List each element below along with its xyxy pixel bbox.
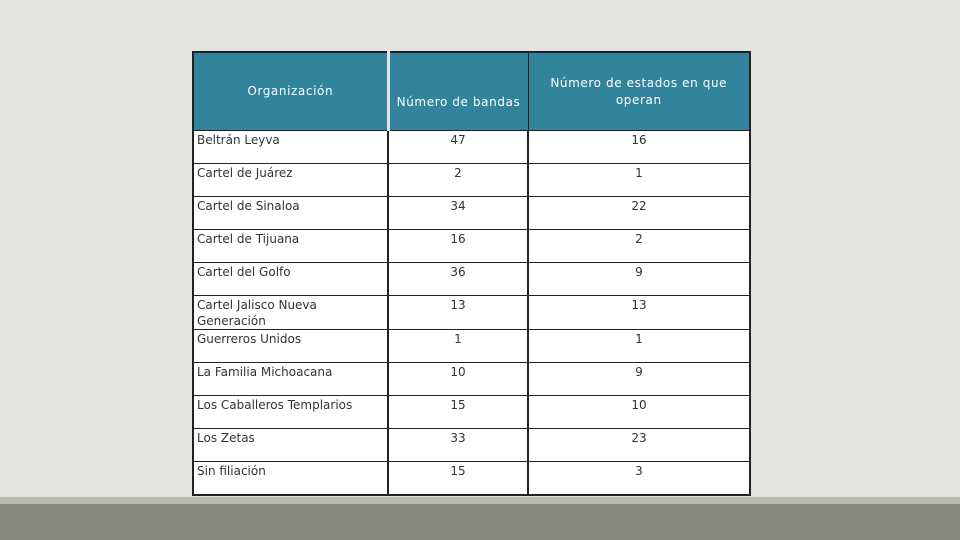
table-row [193,263,750,296]
table-row [193,330,750,363]
cell-bandas: 10 [388,363,528,396]
cell-bandas: 34 [388,197,528,230]
slide-footer-band [0,504,960,540]
cell-bandas: 47 [388,131,528,164]
cell-organizacion: Cartel del Golfo [193,263,388,296]
cell-organizacion: Cartel de Sinaloa [193,197,388,230]
table-row [193,131,750,164]
table-row [193,462,750,496]
cell-bandas: 13 [388,296,528,330]
cell-bandas: 15 [388,462,528,496]
table-row [193,396,750,429]
cartels-table [192,51,751,496]
table-row [193,164,750,197]
cell-bandas: 33 [388,429,528,462]
table-row [193,429,750,462]
cell-organizacion: Beltrán Leyva [193,131,388,164]
table-header-row [193,52,750,131]
cell-bandas: 16 [388,230,528,263]
table-row [193,363,750,396]
cell-estados: 23 [528,429,750,462]
cell-bandas: 15 [388,396,528,429]
cell-estados: 10 [528,396,750,429]
cell-estados: 1 [528,330,750,363]
cell-organizacion: La Familia Michoacana [193,363,388,396]
cell-estados: 13 [528,296,750,330]
header-numero-bandas: Número de bandas [388,52,528,131]
cell-bandas: 36 [388,263,528,296]
header-organizacion: Organización [193,52,388,131]
slide-footer-rule [0,497,960,504]
cell-estados: 2 [528,230,750,263]
table-row [193,230,750,263]
cell-organizacion: Guerreros Unidos [193,330,388,363]
cell-bandas: 1 [388,330,528,363]
cell-organizacion: Cartel de Juárez [193,164,388,197]
cell-organizacion: Cartel de Tijuana [193,230,388,263]
cell-organizacion: Los Zetas [193,429,388,462]
cell-estados: 9 [528,263,750,296]
cell-estados: 22 [528,197,750,230]
header-numero-estados: Número de estados en que operan [528,52,750,131]
cell-bandas: 2 [388,164,528,197]
cell-organizacion: Cartel Jalisco Nueva Generación [193,296,388,330]
table-row [193,197,750,230]
cell-organizacion: Sin filiación [193,462,388,496]
cell-organizacion: Los Caballeros Templarios [193,396,388,429]
cell-estados: 3 [528,462,750,496]
table-row [193,296,750,330]
cell-estados: 9 [528,363,750,396]
cell-estados: 1 [528,164,750,197]
cell-estados: 16 [528,131,750,164]
